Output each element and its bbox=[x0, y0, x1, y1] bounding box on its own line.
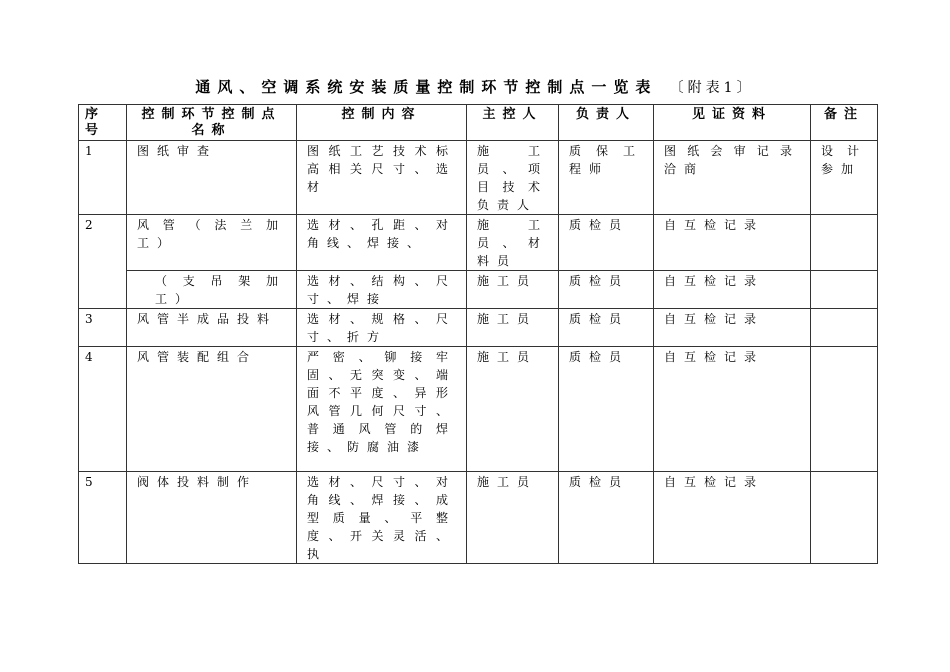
cell-content: 选材、尺寸、对角线、焊接、成型质量、平整度、开关灵活、执 bbox=[297, 472, 467, 564]
title-suffix: 〔附表1〕 bbox=[669, 80, 755, 96]
cell-controller: 施工员 bbox=[467, 309, 559, 347]
cell-content: 图纸工艺技术标高相关尺寸、选材 bbox=[297, 141, 467, 215]
header-content: 控制内容 bbox=[297, 105, 467, 141]
cell-seq: 2 bbox=[79, 215, 127, 309]
cell-point: 阀体投料制作 bbox=[127, 472, 297, 564]
header-row bbox=[79, 105, 878, 141]
cell-controller: 施工员 bbox=[467, 347, 559, 472]
cell-controller: 施工员、材料员 bbox=[467, 215, 559, 271]
cell-responsible: 质检员 bbox=[559, 472, 654, 564]
table-row bbox=[79, 141, 878, 215]
cell-remark: 设计参加 bbox=[811, 141, 878, 215]
cell-point: 风管半成品投料 bbox=[127, 309, 297, 347]
cell-content: 选材、规格、尺寸、折方 bbox=[297, 309, 467, 347]
cell-content: 严密、铆接牢固、无突变、端面不平度、异形风管几何尺寸、普通风管的焊接、防腐油漆 bbox=[297, 347, 467, 472]
header-evidence: 见证资料 bbox=[654, 105, 811, 141]
cell-seq: 1 bbox=[79, 141, 127, 215]
table-row bbox=[79, 271, 878, 309]
cell-evidence: 自互检记录 bbox=[654, 347, 811, 472]
cell-point: 风管装配组合 bbox=[127, 347, 297, 472]
cell-point: （支吊架加工） bbox=[127, 271, 297, 309]
header-seq: 序号 bbox=[79, 105, 127, 141]
cell-seq: 4 bbox=[79, 347, 127, 472]
cell-evidence: 自互检记录 bbox=[654, 271, 811, 309]
cell-seq: 3 bbox=[79, 309, 127, 347]
cell-controller: 施工员 bbox=[467, 472, 559, 564]
table-row bbox=[79, 309, 878, 347]
table-row bbox=[79, 347, 878, 472]
cell-remark bbox=[811, 215, 878, 271]
control-points-table bbox=[78, 104, 878, 564]
cell-responsible: 质检员 bbox=[559, 215, 654, 271]
cell-point: 图纸审查 bbox=[127, 141, 297, 215]
cell-evidence: 自互检记录 bbox=[654, 472, 811, 564]
header-responsible: 负责人 bbox=[559, 105, 654, 141]
cell-evidence: 自互检记录 bbox=[654, 215, 811, 271]
cell-seq: 5 bbox=[79, 472, 127, 564]
cell-evidence: 自互检记录 bbox=[654, 309, 811, 347]
cell-responsible: 质检员 bbox=[559, 309, 654, 347]
cell-responsible: 质保工程师 bbox=[559, 141, 654, 215]
cell-remark bbox=[811, 309, 878, 347]
document-title bbox=[0, 76, 950, 97]
header-remark: 备注 bbox=[811, 105, 878, 141]
cell-content: 选材、结构、尺寸、焊接 bbox=[297, 271, 467, 309]
table-row bbox=[79, 215, 878, 271]
cell-content: 选材、孔距、对角线、焊接、 bbox=[297, 215, 467, 271]
cell-evidence: 图纸会审记录洽商 bbox=[654, 141, 811, 215]
cell-controller: 施工员、项目技术负责人 bbox=[467, 141, 559, 215]
cell-remark bbox=[811, 472, 878, 564]
cell-remark bbox=[811, 347, 878, 472]
cell-controller: 施工员 bbox=[467, 271, 559, 309]
cell-responsible: 质检员 bbox=[559, 347, 654, 472]
title-main: 通风、空调系统安装质量控制环节控制点一览表 bbox=[195, 78, 658, 96]
cell-responsible: 质检员 bbox=[559, 271, 654, 309]
cell-point: 风管（法兰加工） bbox=[127, 215, 297, 271]
cell-remark bbox=[811, 271, 878, 309]
header-point: 控制环节控制点名称 bbox=[127, 105, 297, 141]
header-controller: 主控人 bbox=[467, 105, 559, 141]
table-row bbox=[79, 472, 878, 564]
